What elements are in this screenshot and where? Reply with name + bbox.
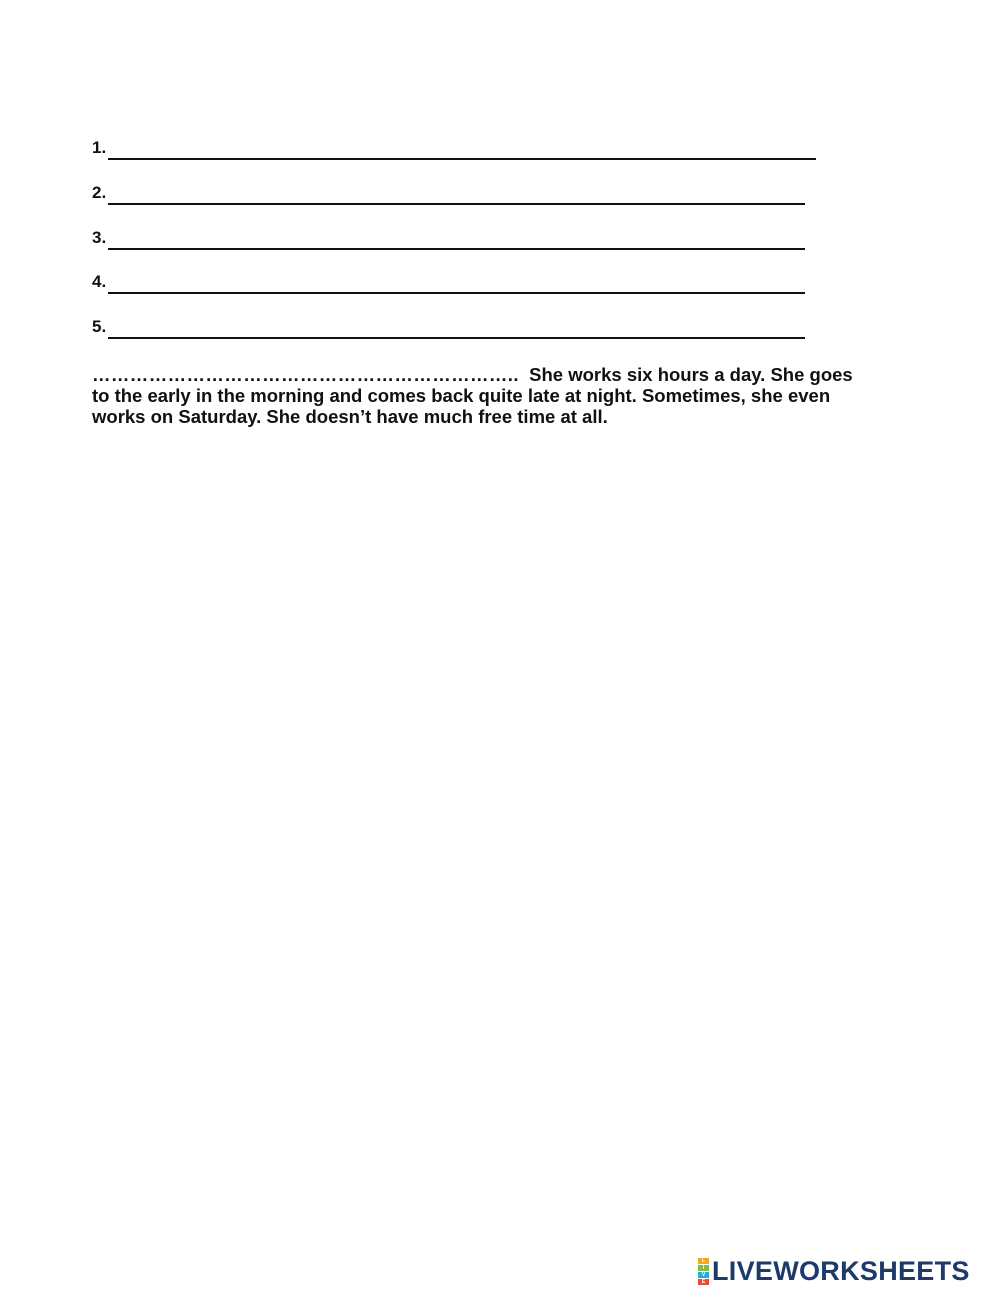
answer-line-5[interactable] xyxy=(92,317,805,339)
answer-line-4[interactable] xyxy=(92,272,805,294)
answer-number: 3. xyxy=(92,228,107,247)
answer-line-1[interactable] xyxy=(92,138,816,160)
paragraph-line-2: to the early in the morning and comes back quite late at night. Sometimes, she even xyxy=(92,385,831,406)
answer-blank[interactable] xyxy=(108,292,805,294)
answer-line-2[interactable] xyxy=(92,183,805,205)
answer-blank[interactable] xyxy=(108,158,816,160)
liveworksheets-logo xyxy=(698,1257,970,1285)
answer-blank[interactable] xyxy=(108,203,805,205)
fill-in-blank[interactable]: ………………………………………………………….. xyxy=(92,364,519,385)
answer-line-3[interactable] xyxy=(92,228,805,250)
reading-paragraph xyxy=(92,364,892,427)
paragraph-line-3: works on Saturday. She doesn’t have much free time at all. xyxy=(92,406,608,427)
logo-block-i: I xyxy=(698,1265,709,1271)
logo-block-v: V xyxy=(698,1272,709,1278)
logo-text: LIVEWORKSHEETS xyxy=(712,1256,970,1286)
logo-blocks-icon xyxy=(698,1258,709,1285)
logo-block-e: E xyxy=(698,1279,709,1285)
paragraph-line-1: She works six hours a day. She goes xyxy=(529,364,853,385)
answer-number: 4. xyxy=(92,272,107,291)
answer-number: 1. xyxy=(92,138,107,157)
answer-number: 2. xyxy=(92,183,107,202)
logo-block-l: L xyxy=(698,1258,709,1264)
answer-number: 5. xyxy=(92,317,107,336)
answer-blank[interactable] xyxy=(108,337,805,339)
answer-blank[interactable] xyxy=(108,248,805,250)
